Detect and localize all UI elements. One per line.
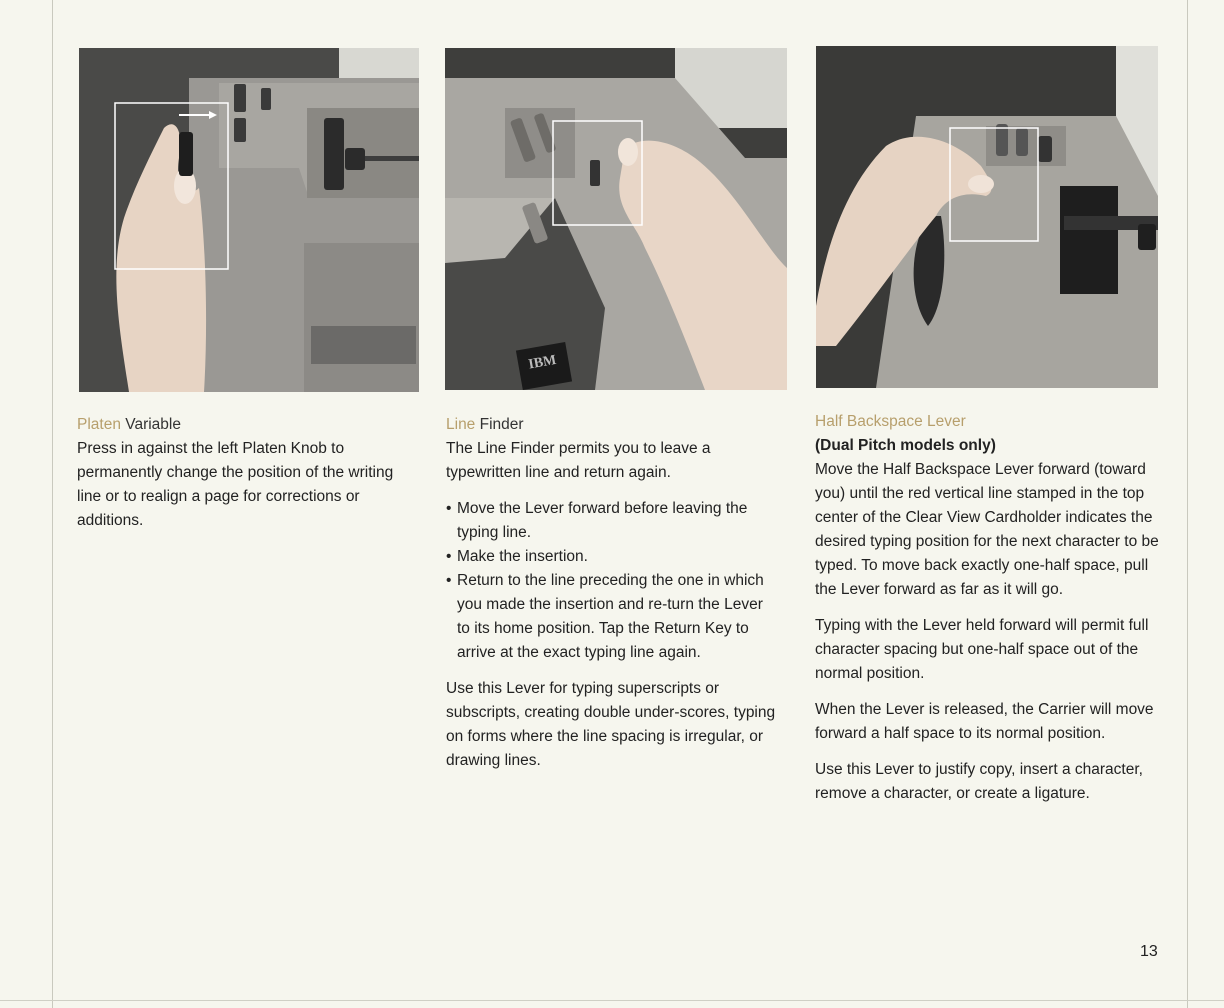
page-rule-right [1187, 0, 1188, 1008]
heading-accent: Line [446, 416, 476, 433]
photo-platen-knob [79, 48, 419, 392]
heading-line-finder [446, 413, 776, 437]
column-platen-variable [77, 413, 417, 545]
page-rule-bottom [0, 1000, 1224, 1001]
page-rule-left [52, 0, 53, 1008]
list-item: • Move the Lever forward before leaving the typing line. [446, 497, 776, 545]
list-item: • Make the insertion. [446, 545, 776, 569]
page-number: 13 [1140, 943, 1158, 960]
body-paragraph: Use this Lever to justify copy, insert a character, remove a character, or create a ligature. [815, 761, 1143, 802]
heading-rest: Variable [125, 416, 181, 433]
steps-list [446, 497, 776, 665]
subheading-dual-pitch: (Dual Pitch models only) [815, 437, 996, 454]
body-paragraph: Typing with the Lever held forward will permit full character spacing but one-half space out of the normal position. [815, 617, 1149, 682]
heading-rest: Finder [479, 416, 524, 433]
list-item: • Return to the line preceding the one in which you made the insertion and re-turn the Lever to its home position. Tap the Return Key to arrive at the exact typing line again. [446, 569, 776, 665]
body-paragraph: Move the Half Backspace Lever forward (toward you) until the red vertical line stamped in the top center of the Clear View Cardholder indicates the desired typing position for the next character to be typed. To move back exactly one-half space, pull the Lever forward as far as it will go. [815, 461, 1159, 598]
photo-line-finder [445, 48, 787, 390]
heading-accent: Half Backspace Lever [815, 413, 966, 430]
intro-paragraph: The Line Finder permits you to leave a typewritten line and return again. [446, 440, 711, 481]
photo-half-backspace-lever [816, 46, 1158, 388]
outro-paragraph: Use this Lever for typing superscripts or subscripts, creating double under-scores, typing on forms where the line spacing is irregular, or drawing lines. [446, 680, 776, 769]
heading-accent: Platen [77, 416, 121, 433]
body-paragraph: Press in against the left Platen Knob to permanently change the position of the writing line or to realign a page for corrections or additions. [77, 440, 394, 529]
ibm-badge: IBM [527, 352, 558, 373]
column-half-backspace [815, 410, 1160, 818]
heading-platen-variable [77, 413, 417, 437]
heading-half-backspace [815, 410, 1160, 434]
body-paragraph: When the Lever is released, the Carrier will move forward a half space to its normal position. [815, 701, 1154, 742]
column-line-finder [446, 413, 776, 785]
